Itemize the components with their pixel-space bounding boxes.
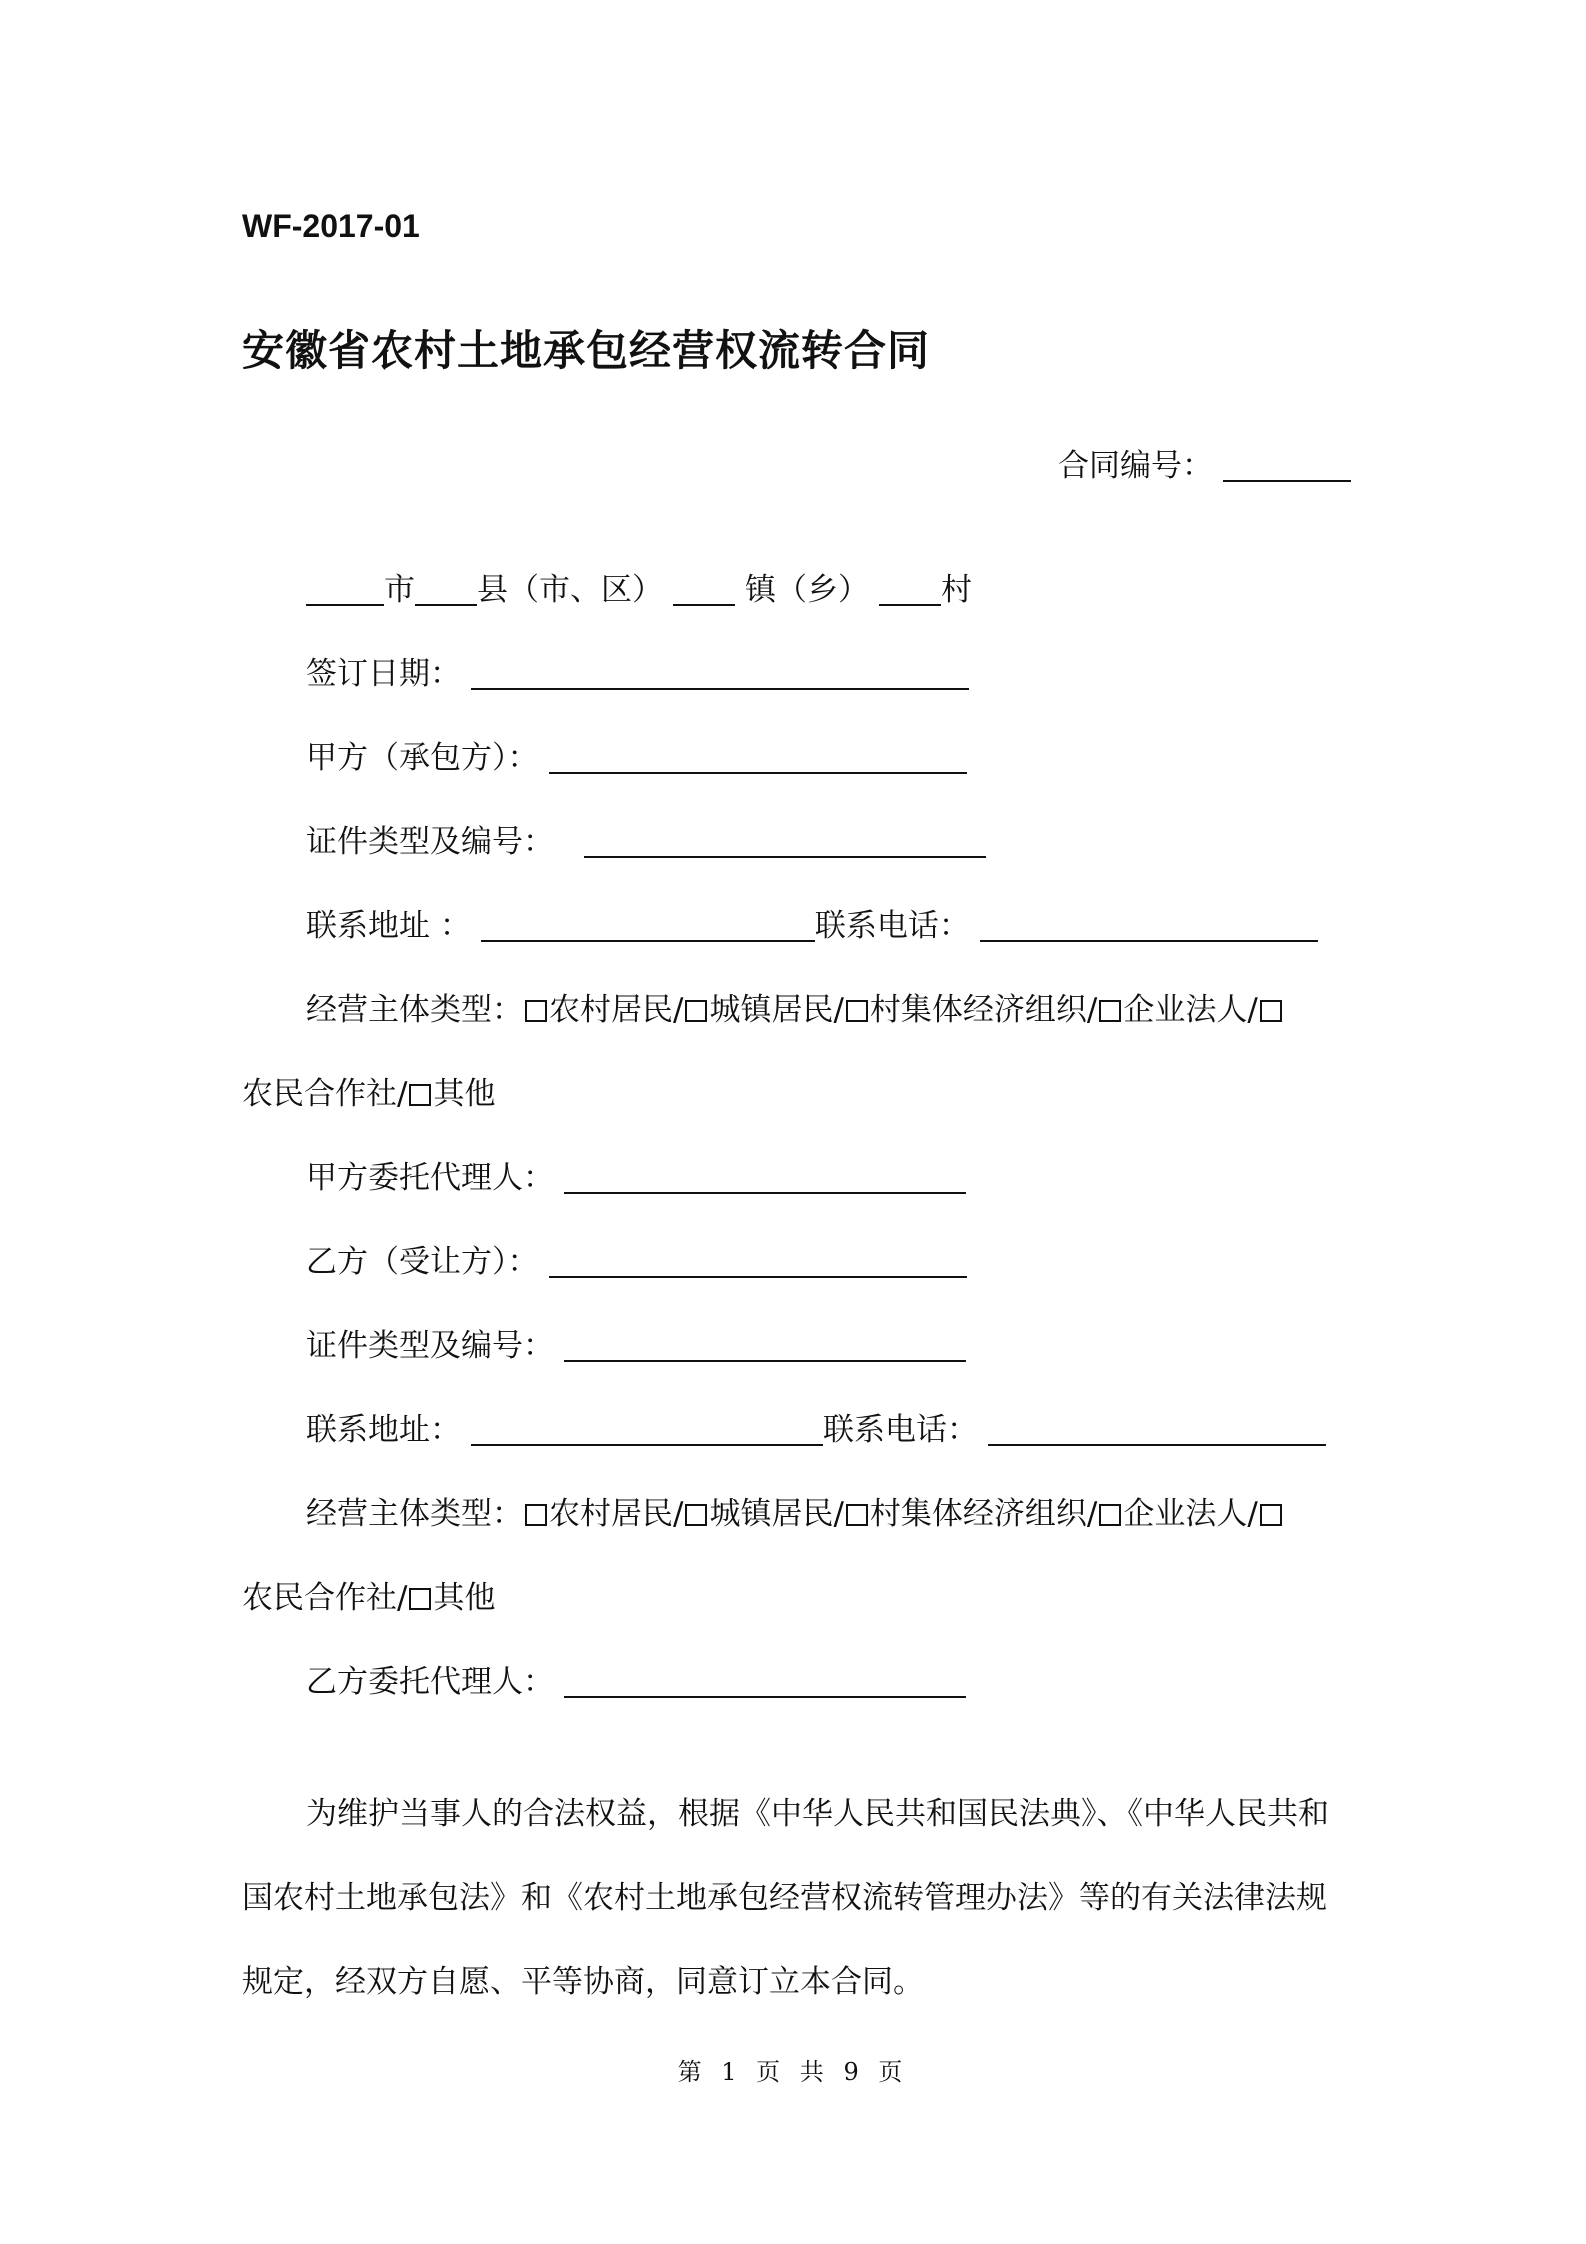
county-label: 县（市、区） bbox=[477, 572, 663, 608]
checkbox-village-collective[interactable] bbox=[846, 1000, 868, 1022]
party-a-address-label: 联系地址 ： bbox=[306, 908, 471, 944]
document-code: WF-2017-01 bbox=[242, 208, 420, 244]
party-a-agent-row bbox=[306, 1158, 966, 1198]
party-a-field[interactable] bbox=[549, 738, 967, 774]
party-b-agent-label: 乙方委托代理人： bbox=[306, 1664, 554, 1700]
party-b-row bbox=[306, 1242, 967, 1282]
option-enterprise: 企业法人 bbox=[1123, 992, 1248, 1028]
party-a-agent-field[interactable] bbox=[564, 1158, 966, 1194]
party-b-phone-label: 联系电话： bbox=[823, 1412, 978, 1448]
preamble-paragraph bbox=[242, 1772, 1362, 2024]
party-a-label: 甲方（承包方）： bbox=[306, 740, 539, 776]
checkbox-rural-resident[interactable] bbox=[525, 1000, 547, 1022]
contract-title: 安徽省农村土地承包经营权流转合同 bbox=[242, 326, 931, 375]
preamble-line-2: 国农村土地承包法》和《农村土地承包经营权流转管理办法》等的有关法律法规 bbox=[242, 1880, 1327, 1916]
option-urban-resident: 城镇居民 bbox=[709, 1496, 834, 1532]
party-b-entity-label: 经营主体类型： bbox=[306, 1496, 523, 1532]
checkbox-cooperative[interactable] bbox=[1260, 1504, 1282, 1526]
town-label: 镇（乡） bbox=[745, 572, 869, 608]
town-field[interactable] bbox=[673, 570, 735, 606]
page-footer: 第 1 页 共 9 页 bbox=[677, 2058, 909, 2086]
checkbox-village-collective[interactable] bbox=[846, 1504, 868, 1526]
sign-date-field[interactable] bbox=[471, 654, 969, 690]
party-b-id-label: 证件类型及编号： bbox=[306, 1328, 554, 1364]
party-b-label: 乙方（受让方）： bbox=[306, 1244, 539, 1280]
party-a-entity-row-cont bbox=[242, 1074, 495, 1114]
party-b-agent-row bbox=[306, 1662, 966, 1702]
city-label: 市 bbox=[384, 572, 415, 608]
separator-slash: / bbox=[1086, 992, 1098, 1028]
option-rural-resident: 农村居民 bbox=[549, 992, 673, 1028]
option-other: 其他 bbox=[433, 1580, 496, 1616]
checkbox-cooperative[interactable] bbox=[1260, 1000, 1282, 1022]
location-row bbox=[306, 570, 972, 610]
option-enterprise: 企业法人 bbox=[1123, 1496, 1248, 1532]
separator-slash: / bbox=[1247, 992, 1258, 1028]
party-a-contact-row bbox=[306, 906, 1318, 946]
party-a-id-label: 证件类型及编号： bbox=[306, 824, 554, 860]
preamble-line-3: 规定，经双方自愿、平等协商，同意订立本合同。 bbox=[242, 1964, 924, 2000]
party-b-agent-field[interactable] bbox=[564, 1662, 966, 1698]
checkbox-enterprise[interactable] bbox=[1099, 1504, 1121, 1526]
separator-slash: / bbox=[833, 992, 844, 1028]
village-field[interactable] bbox=[879, 570, 941, 606]
separator-slash: / bbox=[833, 1496, 844, 1532]
party-b-address-label: 联系地址： bbox=[306, 1412, 461, 1448]
party-a-row bbox=[306, 738, 967, 778]
contract-number-field[interactable] bbox=[1223, 446, 1351, 482]
party-a-phone-label: 联系电话： bbox=[814, 908, 970, 944]
party-b-phone-field[interactable] bbox=[988, 1410, 1326, 1446]
contract-number-label: 合同编号： bbox=[1058, 448, 1213, 484]
separator-slash: / bbox=[397, 1580, 408, 1616]
party-b-id-field[interactable] bbox=[564, 1326, 966, 1362]
party-a-address-field[interactable] bbox=[481, 906, 815, 942]
party-b-entity-row bbox=[306, 1494, 1284, 1534]
separator-slash: / bbox=[1247, 1496, 1258, 1532]
option-village-collective: 村集体经济组织 bbox=[869, 1496, 1087, 1532]
county-field[interactable] bbox=[415, 570, 477, 606]
option-cooperative: 农民合作社 bbox=[242, 1580, 397, 1616]
option-rural-resident: 农村居民 bbox=[549, 1496, 673, 1532]
party-a-id-row bbox=[306, 822, 986, 862]
preamble-line-1: 为维护当事人的合法权益，根据《中华人民共和国民法典》、《中华人民共和 bbox=[306, 1796, 1329, 1832]
party-b-entity-row-cont bbox=[242, 1578, 495, 1618]
party-a-agent-label: 甲方委托代理人： bbox=[306, 1160, 554, 1196]
separator-slash: / bbox=[397, 1076, 408, 1112]
option-cooperative: 农民合作社 bbox=[242, 1076, 397, 1112]
party-b-id-row bbox=[306, 1326, 966, 1366]
party-a-entity-label: 经营主体类型： bbox=[306, 992, 523, 1028]
party-a-phone-field[interactable] bbox=[980, 906, 1318, 942]
village-label: 村 bbox=[941, 572, 972, 608]
contract-number-row bbox=[1058, 446, 1351, 486]
checkbox-urban-resident[interactable] bbox=[685, 1000, 707, 1022]
option-urban-resident: 城镇居民 bbox=[709, 992, 834, 1028]
checkbox-rural-resident[interactable] bbox=[525, 1504, 547, 1526]
checkbox-other[interactable] bbox=[409, 1084, 431, 1106]
party-a-entity-row bbox=[306, 990, 1284, 1030]
sign-date-label: 签订日期： bbox=[306, 656, 461, 692]
checkbox-other[interactable] bbox=[409, 1588, 431, 1610]
option-village-collective: 村集体经济组织 bbox=[869, 992, 1087, 1028]
separator-slash: / bbox=[673, 992, 684, 1028]
party-a-id-field[interactable] bbox=[584, 822, 986, 858]
checkbox-urban-resident[interactable] bbox=[685, 1504, 707, 1526]
checkbox-enterprise[interactable] bbox=[1099, 1000, 1121, 1022]
option-other: 其他 bbox=[433, 1076, 496, 1112]
separator-slash: / bbox=[1086, 1496, 1098, 1532]
sign-date-row bbox=[306, 654, 969, 694]
city-field[interactable] bbox=[306, 570, 384, 606]
separator-slash: / bbox=[673, 1496, 684, 1532]
party-b-field[interactable] bbox=[549, 1242, 967, 1278]
party-b-address-field[interactable] bbox=[471, 1410, 823, 1446]
party-b-contact-row bbox=[306, 1410, 1326, 1450]
